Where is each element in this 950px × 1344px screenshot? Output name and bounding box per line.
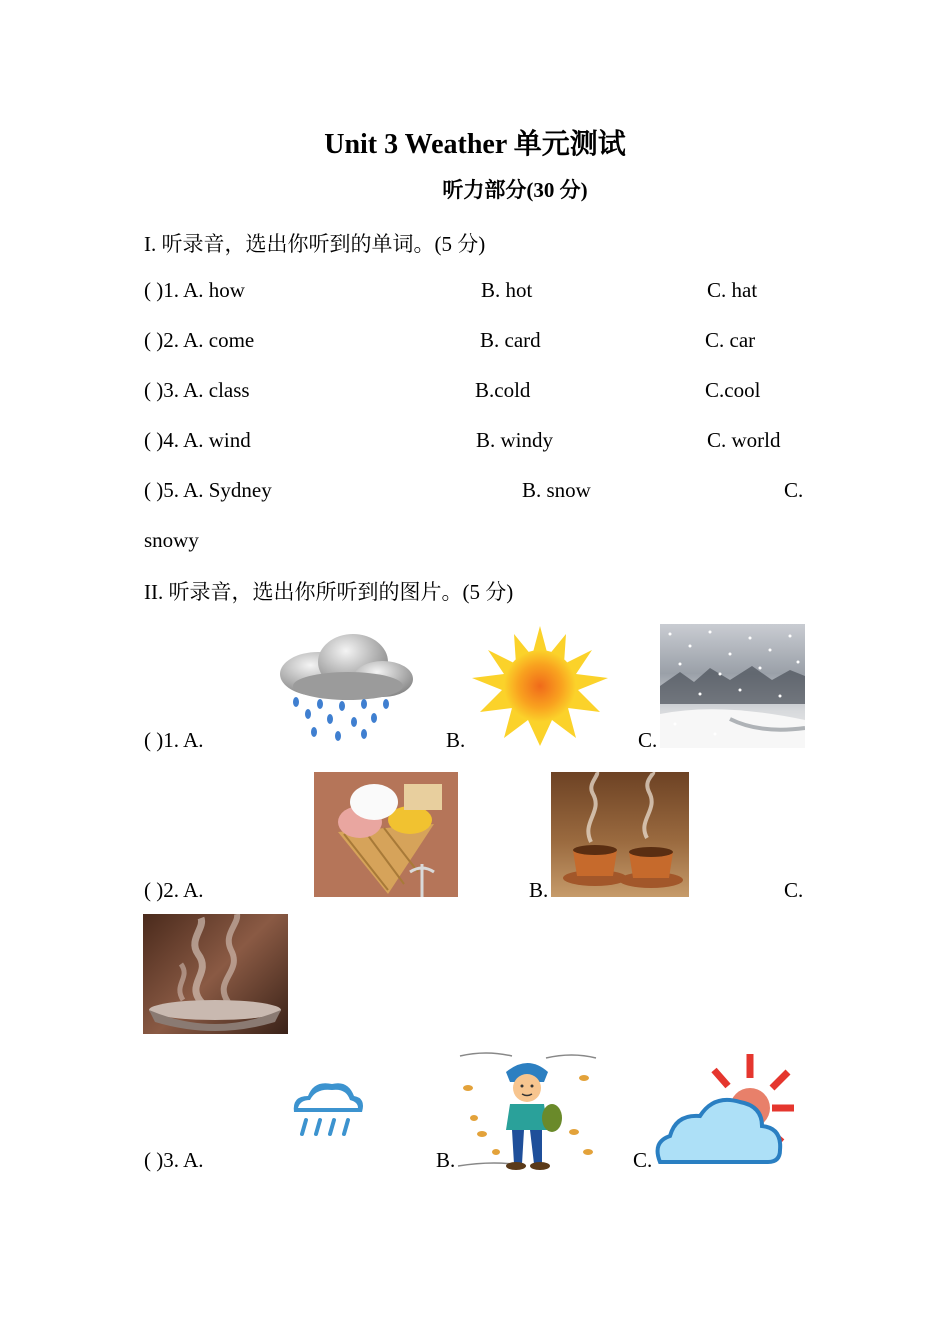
cloudy-sun-icon [652, 1052, 794, 1170]
s1-q3-b: B.cold [475, 378, 531, 402]
s1-q1-a: ( )1. A. how [144, 278, 245, 302]
section2-heading: II. 听录音，选出你所听到的图片。(5 分) [144, 580, 514, 604]
s2-q2-c: C. [784, 878, 804, 902]
windy-boy-image [456, 1048, 600, 1172]
s1-q4-b: B. windy [476, 428, 554, 452]
s1-q2-c: C. car [705, 328, 756, 352]
s1-q4-c: C. world [707, 428, 781, 452]
s1-q4-a: ( )4. A. wind [144, 428, 251, 452]
s2-q3-b: B. [436, 1148, 456, 1172]
s2-q3-a: ( )3. A. [144, 1148, 204, 1172]
steaming-bowl-image [143, 914, 288, 1034]
rain-cloud-icon [268, 624, 418, 746]
s2-q1-a: ( )1. A. [144, 728, 204, 752]
s1-q2-a: ( )2. A. come [144, 328, 255, 352]
hot-drinks-image [551, 772, 689, 897]
snow-scene-image [660, 624, 805, 748]
s1-q3-c: C.cool [705, 378, 761, 402]
s1-q2-b: B. card [480, 328, 541, 352]
s1-q1-b: B. hot [481, 278, 533, 302]
s2-q1-b: B. [446, 728, 466, 752]
s2-q2-a: ( )2. A. [144, 878, 204, 902]
page-title: Unit 3 Weather 单元测试 [324, 129, 626, 160]
section1-heading: I. 听录音，选出你听到的单词。(5 分) [144, 232, 486, 256]
s2-q1-c: C. [638, 728, 658, 752]
s1-q3-a: ( )3. A. class [144, 378, 250, 402]
sun-icon [468, 624, 612, 748]
rain-icon [288, 1076, 366, 1138]
ice-cream-image [314, 772, 458, 897]
s2-q2-b: B. [529, 878, 549, 902]
s1-q5-a: ( )5. A. Sydney [144, 478, 272, 502]
s1-q5-c: C. [784, 478, 804, 502]
s1-q5-b: B. snow [522, 478, 591, 502]
s1-q1-c: C. hat [707, 278, 758, 302]
s1-q5-wrap: snowy [144, 528, 199, 552]
page-subtitle: 听力部分(30 分) [442, 178, 588, 202]
s2-q3-c: C. [633, 1148, 653, 1172]
